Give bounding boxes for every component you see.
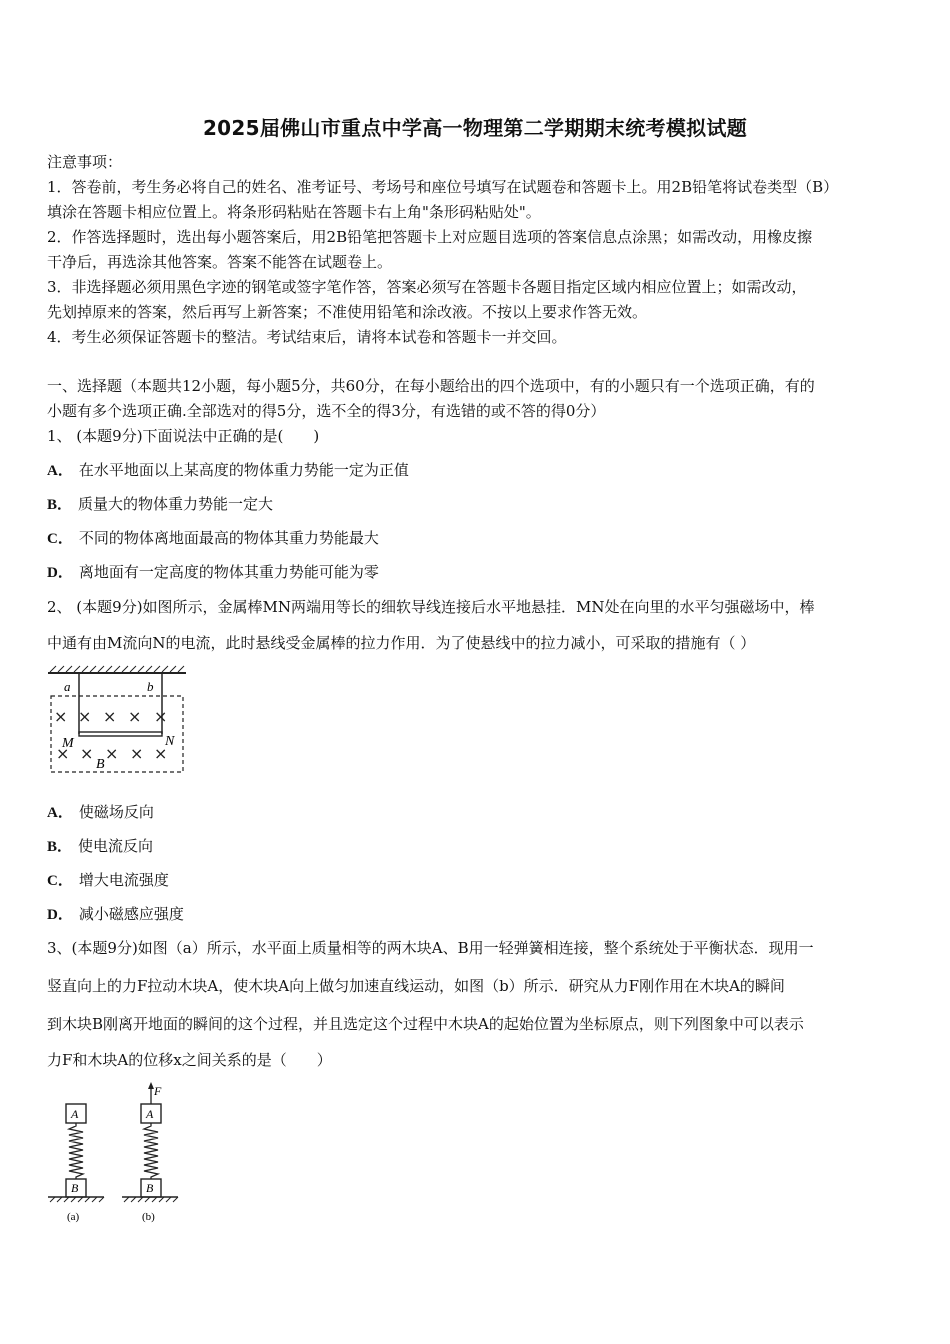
- notice-line: 4．考生必须保证答题卡的整洁。考试结束后，请将本试卷和答题卡一并交回。: [47, 328, 567, 346]
- field-b-label: B: [96, 757, 105, 772]
- field-cross-icon: ×: [103, 707, 117, 726]
- notice-line: 填涂在答题卡相应位置上。将条形码粘贴在答题卡右上角"条形码粘贴处"。: [47, 203, 541, 221]
- field-cross-icon: ×: [130, 744, 144, 763]
- caption-a: (a): [67, 1211, 80, 1223]
- field-cross-icon: ×: [78, 707, 92, 726]
- section-heading: 小题有多个选项正确.全部选对的得5分，选不全的得3分，有选错的或不答的得0分）: [47, 402, 606, 420]
- notice-heading: 注意事项：: [47, 153, 123, 171]
- force-f-label: F: [154, 1084, 162, 1098]
- wire-b-label: b: [147, 679, 154, 694]
- field-cross-icon: ×: [56, 744, 70, 763]
- question-1-option-d: D． 离地面有一定高度的物体其重力势能可能为零: [47, 563, 379, 581]
- caption-b: (b): [142, 1211, 155, 1223]
- question-1-stem: 1、 (本题9分)下面说法中正确的是( ): [47, 427, 320, 445]
- field-cross-icon: ×: [105, 744, 119, 763]
- field-cross-icon: ×: [128, 707, 142, 726]
- spring-icon: [69, 1123, 83, 1179]
- wire-a-label: a: [64, 679, 71, 694]
- question-3-stem: 3、(本题9分)如图（a）所示，水平面上质量相等的两木块A、B用一轻弹簧相连接，整个系统处于平衡状态．现用一: [47, 939, 814, 957]
- block-a-label: A: [71, 1107, 79, 1121]
- notice-line: 1．答卷前，考生务必将自己的姓名、准考证号、考场号和座位号填写在试题卷和答题卡上。用2B铅笔将试卷类型（B）: [47, 178, 839, 196]
- question-3-stem: 到木块B刚离开地面的瞬间的这个过程，并且选定这个过程中木块A的起始位置为坐标原点，则下列图象中可以表示: [47, 1015, 804, 1033]
- field-cross-icon: ×: [80, 744, 94, 763]
- question-3-stem: 力F和木块A的位移x之间关系的是（ ）: [47, 1051, 332, 1069]
- page-title: 2025届佛山市重点中学高一物理第二学期期末统考模拟试题: [202, 116, 748, 140]
- notice-line: 2．作答选择题时，选出每小题答案后，用2B铅笔把答题卡上对应题目选项的答案信息点涂黑；如需改动，用橡皮擦: [47, 228, 813, 246]
- rod-n-label: N: [165, 734, 175, 749]
- question-2-stem: 中通有由M流向N的电流，此时悬线受金属棒的拉力作用．为了使悬线中的拉力减小，可采取的措施有（ ）: [47, 634, 756, 652]
- question-1-option-a: A． 在水平地面以上某高度的物体重力势能一定为正值: [47, 461, 409, 479]
- block-a-label: A: [146, 1107, 154, 1121]
- magnetic-field-figure: [44, 664, 190, 776]
- block-b-label: B: [146, 1181, 154, 1195]
- spring-blocks-figure: [44, 1080, 184, 1226]
- notice-line: 3．非选择题必须用黑色字迹的钢笔或签字笔作答，答案必须写在答题卡各题目指定区域内相应位置上；如需改动，: [47, 278, 807, 296]
- question-2-option-c: C． 增大电流强度: [47, 871, 169, 889]
- notice-line: 干净后，再选涂其他答案。答案不能答在试题卷上。: [47, 253, 393, 271]
- question-2-stem: 2、 (本题9分)如图所示，金属棒MN两端用等长的细软导线连接后水平地悬挂．MN处在向里的水平匀强磁场中，棒: [47, 598, 815, 616]
- section-heading: 一、选择题（本题共12小题，每小题5分，共60分，在每小题给出的四个选项中，有的小题只有一个选项正确，有的: [47, 377, 815, 395]
- question-1-option-c: C． 不同的物体离地面最高的物体其重力势能最大: [47, 529, 379, 547]
- question-2-option-a: A． 使磁场反向: [47, 803, 154, 821]
- notice-line: 先划掉原来的答案，然后再写上新答案；不准使用铅笔和涂改液。不按以上要求作答无效。: [47, 303, 648, 321]
- field-cross-icon: ×: [54, 707, 68, 726]
- block-b-label: B: [71, 1181, 79, 1195]
- rod-m-label: M: [62, 736, 74, 751]
- question-2-option-d: D． 减小磁感应强度: [47, 905, 184, 923]
- spring-icon: [144, 1123, 158, 1179]
- field-cross-icon: ×: [154, 707, 168, 726]
- field-cross-icon: ×: [154, 744, 168, 763]
- question-2-option-b: B． 使电流反向: [47, 837, 154, 855]
- question-1-option-b: B． 质量大的物体重力势能一定大: [47, 495, 274, 513]
- question-3-stem: 竖直向上的力F拉动木块A，使木块A向上做匀加速直线运动，如图（b）所示．研究从力F刚作用在木块A的瞬间: [47, 977, 785, 995]
